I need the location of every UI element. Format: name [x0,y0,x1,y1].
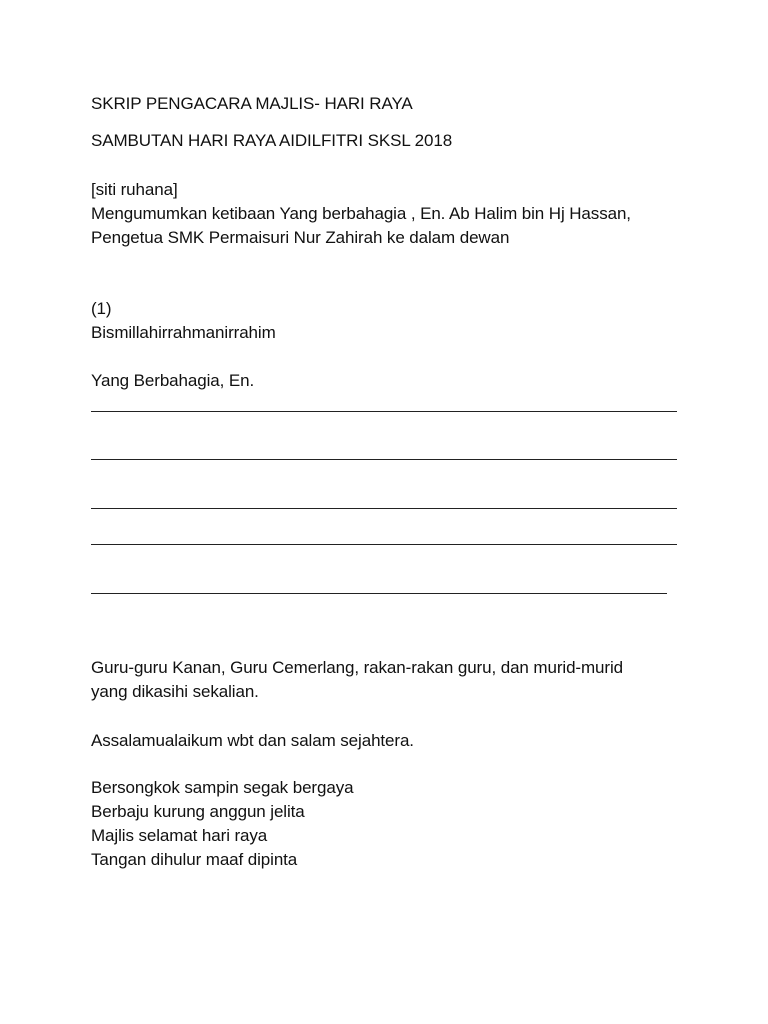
section-number: (1) [91,299,112,318]
pantun-line-1: Bersongkok sampin segak bergaya [91,778,354,797]
blank-line [91,411,677,412]
audience-line-1: Guru-guru Kanan, Guru Cemerlang, rakan-rakan guru, dan murid-murid [91,658,623,677]
announcement-line-2: Pengetua SMK Permaisuri Nur Zahirah ke dalam dewan [91,228,510,247]
pantun-line-3: Majlis selamat hari raya [91,826,268,845]
pantun-line-2: Berbaju kurung anggun jelita [91,802,305,821]
pantun-line-4: Tangan dihulur maaf dipinta [91,850,298,869]
blank-line [91,544,677,545]
event-title: SAMBUTAN HARI RAYA AIDILFITRI SKSL 2018 [91,131,453,150]
blank-line [91,593,667,594]
announcement-line-1: Mengumumkan ketibaan Yang berbahagia , En. Ab Halim bin Hj Hassan, [91,204,631,223]
salutation: Yang Berbahagia, En. [91,371,255,390]
script-title: SKRIP PENGACARA MAJLIS- HARI RAYA [91,94,413,113]
opening-phrase: Bismillahirrahmanirrahim [91,323,276,342]
speaker-name: [siti ruhana] [91,180,178,199]
blank-line [91,508,677,509]
audience-line-2: yang dikasihi sekalian. [91,682,259,701]
blank-line [91,459,677,460]
greeting: Assalamualaikum wbt dan salam sejahtera. [91,731,414,750]
